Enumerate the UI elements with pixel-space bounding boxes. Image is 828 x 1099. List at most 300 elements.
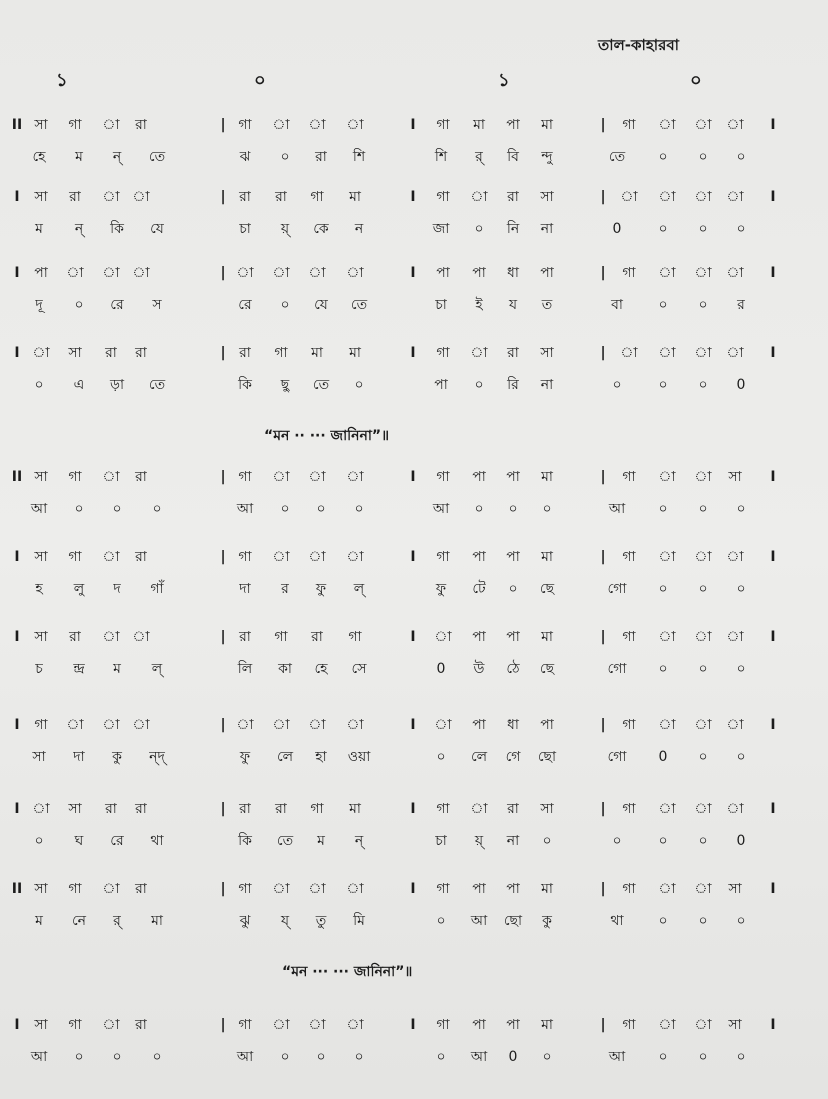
lyric-cell: ০ — [698, 221, 708, 237]
lyric-cell: তু — [315, 913, 327, 929]
lyric-cell: ০ — [152, 1049, 162, 1065]
lyric-cell: কে — [313, 221, 329, 237]
bar-line: I — [410, 801, 416, 817]
lyric-cell: ০ — [698, 581, 708, 597]
bar-line: | — [600, 345, 606, 361]
note-cell: পা — [34, 265, 48, 281]
note-cell: গা — [34, 717, 48, 733]
lyric-cell: ০ — [736, 501, 746, 517]
note-cell: মা — [541, 1017, 553, 1033]
lyric-row — [0, 374, 828, 400]
lyric-cell: ০ — [474, 377, 484, 393]
lyric-cell: ০ — [658, 297, 668, 313]
lyric-cell: তে — [312, 377, 330, 393]
lyric-cell: ঝু — [239, 913, 251, 929]
lyric-cell: ছে — [539, 581, 555, 597]
lyric-cell: আ — [608, 1049, 626, 1065]
note-cell: গা — [238, 549, 252, 565]
note-row — [0, 878, 828, 904]
lyric-cell: ০ — [542, 501, 552, 517]
refrain-line: “মন ··· ··· জানিনা”॥ — [282, 964, 413, 980]
note-cell: মা — [349, 345, 361, 361]
note-cell: া — [132, 189, 150, 205]
lyric-cell: দূ — [35, 297, 43, 313]
bar-line: | — [220, 1017, 226, 1033]
note-cell: রা — [311, 629, 323, 645]
note-cell: া — [132, 265, 150, 281]
note-cell: সা — [34, 469, 48, 485]
lyric-cell: ০ — [508, 581, 518, 597]
taal-label: তাল-কাহারবা — [598, 36, 680, 54]
note-cell: া — [694, 549, 712, 565]
bar-line: I — [770, 881, 776, 897]
lyric-cell: ০ — [280, 501, 290, 517]
lyric-cell: নে — [71, 913, 87, 929]
lyric-cell: রে — [110, 833, 124, 849]
note-cell: গা — [238, 117, 252, 133]
lyric-cell: গো — [607, 661, 627, 677]
bar-line: | — [220, 189, 226, 205]
note-cell: সা — [540, 189, 554, 205]
lyric-cell: ০ — [658, 221, 668, 237]
lyric-cell: ঝ — [239, 149, 251, 165]
lyric-cell: য — [508, 297, 518, 313]
bar-line: I — [770, 629, 776, 645]
lyric-cell: ন্ — [74, 221, 84, 237]
note-cell: া — [102, 117, 120, 133]
lyric-cell: 0 — [658, 749, 668, 765]
note-cell: মা — [541, 881, 553, 897]
bar-line: | — [220, 801, 226, 817]
note-cell: া — [694, 881, 712, 897]
note-cell: সা — [34, 629, 48, 645]
note-cell: া — [694, 1017, 712, 1033]
note-cell: রা — [507, 345, 519, 361]
note-cell: রা — [135, 345, 147, 361]
note-cell: গা — [436, 801, 450, 817]
lyric-cell: নি — [506, 221, 520, 237]
note-cell: া — [470, 801, 488, 817]
note-cell: রা — [507, 189, 519, 205]
note-cell: া — [102, 189, 120, 205]
bar-line: | — [600, 717, 606, 733]
bar-line: I — [14, 1017, 20, 1033]
lyric-cell: র — [737, 297, 745, 313]
note-cell: পা — [506, 117, 520, 133]
note-cell: া — [694, 629, 712, 645]
lyric-cell: লু — [73, 581, 85, 597]
lyric-cell: রে — [110, 297, 124, 313]
note-cell: া — [658, 717, 676, 733]
note-cell: গা — [238, 1017, 252, 1033]
lyric-cell: গো — [607, 749, 627, 765]
note-cell: রা — [135, 549, 147, 565]
lyric-cell: দ — [113, 581, 121, 597]
note-cell: া — [726, 189, 744, 205]
lyric-cell: চা — [435, 297, 447, 313]
lyric-cell: সা — [32, 749, 46, 765]
lyric-cell: ফু — [315, 581, 327, 597]
note-cell: গা — [68, 117, 82, 133]
lyric-cell: আ — [608, 501, 626, 517]
note-cell: া — [434, 629, 452, 645]
lyric-cell: দা — [239, 581, 251, 597]
lyric-cell: ০ — [436, 1049, 446, 1065]
note-cell: া — [102, 1017, 120, 1033]
note-cell: পা — [472, 717, 486, 733]
lyric-cell: ০ — [698, 377, 708, 393]
note-cell: পা — [540, 265, 554, 281]
note-cell: সা — [540, 801, 554, 817]
bar-line: I — [410, 469, 416, 485]
note-cell: মা — [349, 189, 361, 205]
note-cell: া — [346, 1017, 364, 1033]
lyric-cell: র — [281, 581, 289, 597]
lyric-cell: ছু — [280, 377, 290, 393]
note-row — [0, 546, 828, 572]
lyric-cell: ০ — [354, 377, 364, 393]
note-cell: গা — [274, 345, 288, 361]
note-cell: রা — [239, 189, 251, 205]
lyric-cell: ০ — [74, 297, 84, 313]
bar-line: I — [410, 1017, 416, 1033]
note-cell: রা — [239, 629, 251, 645]
bar-line: | — [220, 469, 226, 485]
lyric-cell: ০ — [436, 913, 446, 929]
note-cell: া — [102, 265, 120, 281]
note-cell: গা — [68, 1017, 82, 1033]
lyric-cell: ০ — [542, 1049, 552, 1065]
lyric-cell: য্ — [280, 913, 290, 929]
note-cell: রা — [105, 345, 117, 361]
note-cell: া — [346, 881, 364, 897]
lyric-cell: না — [540, 221, 554, 237]
note-cell: া — [272, 881, 290, 897]
lyric-cell: 0 — [508, 1049, 518, 1065]
lyric-cell: ০ — [34, 833, 44, 849]
lyric-cell: ০ — [474, 501, 484, 517]
beat-mark: ১ — [56, 70, 68, 91]
lyric-cell: আ — [30, 501, 48, 517]
lyric-cell: ০ — [658, 661, 668, 677]
lyric-cell: ০ — [698, 501, 708, 517]
lyric-cell: ০ — [698, 149, 708, 165]
lyric-cell: গো — [607, 581, 627, 597]
note-cell: রা — [135, 881, 147, 897]
lyric-cell: না — [540, 377, 554, 393]
note-cell: মা — [311, 345, 323, 361]
note-cell: পা — [506, 1017, 520, 1033]
lyric-cell: মা — [151, 913, 163, 929]
note-cell: রা — [239, 345, 251, 361]
note-cell: া — [658, 549, 676, 565]
note-row — [0, 798, 828, 824]
lyric-cell: কি — [238, 377, 252, 393]
lyric-cell: যে — [150, 221, 164, 237]
note-cell: া — [272, 549, 290, 565]
lyric-row — [0, 498, 828, 524]
note-cell: া — [346, 265, 364, 281]
note-cell: া — [726, 629, 744, 645]
note-cell: রা — [69, 189, 81, 205]
lyric-cell: ০ — [658, 1049, 668, 1065]
note-cell: া — [726, 549, 744, 565]
note-cell: সা — [728, 881, 742, 897]
bar-line: | — [600, 801, 606, 817]
lyric-cell: হে — [32, 149, 46, 165]
note-cell: গা — [622, 629, 636, 645]
bar-line: II — [11, 881, 23, 897]
note-cell: গা — [310, 189, 324, 205]
lyric-cell: ম — [317, 833, 325, 849]
bar-line: II — [11, 469, 23, 485]
note-cell: পা — [506, 629, 520, 645]
note-cell: পা — [472, 265, 486, 281]
note-cell: া — [470, 189, 488, 205]
lyric-cell: ০ — [316, 1049, 326, 1065]
note-cell: া — [308, 1017, 326, 1033]
note-cell: া — [346, 117, 364, 133]
note-cell: া — [66, 717, 84, 733]
lyric-cell: ন্ — [354, 833, 364, 849]
lyric-cell: লে — [276, 749, 294, 765]
lyric-cell: রা — [315, 149, 327, 165]
note-cell: া — [308, 469, 326, 485]
lyric-cell: 0 — [736, 377, 746, 393]
note-cell: গা — [238, 469, 252, 485]
note-cell: গা — [238, 881, 252, 897]
lyric-row — [0, 910, 828, 936]
lyric-cell: ০ — [612, 377, 622, 393]
note-row — [0, 714, 828, 740]
note-row — [0, 1014, 828, 1040]
lyric-cell: ন্দু — [541, 149, 553, 165]
beat-marks — [0, 66, 828, 90]
lyric-cell: থা — [610, 913, 624, 929]
lyric-row — [0, 146, 828, 172]
note-cell: া — [726, 717, 744, 733]
lyric-cell: স — [152, 297, 162, 313]
lyric-cell: হা — [315, 749, 327, 765]
note-cell: মা — [473, 117, 485, 133]
lyric-cell: বি — [507, 149, 519, 165]
lyric-cell: আ — [470, 1049, 488, 1065]
note-cell: সা — [728, 1017, 742, 1033]
bar-line: I — [14, 801, 20, 817]
note-cell: া — [658, 629, 676, 645]
bar-line: | — [600, 265, 606, 281]
lyric-cell: গাঁ — [150, 581, 164, 597]
bar-line: I — [770, 469, 776, 485]
lyric-cell: ০ — [698, 1049, 708, 1065]
note-cell: গা — [622, 881, 636, 897]
lyric-cell: তে — [608, 149, 626, 165]
lyric-cell: আ — [30, 1049, 48, 1065]
lyric-cell: পা — [434, 377, 448, 393]
lyric-cell: তে — [148, 377, 166, 393]
bar-line: I — [14, 549, 20, 565]
note-cell: া — [272, 265, 290, 281]
note-cell: গা — [622, 1017, 636, 1033]
lyric-cell: ম — [35, 221, 43, 237]
note-cell: পা — [506, 469, 520, 485]
lyric-cell: ০ — [736, 149, 746, 165]
note-cell: গা — [274, 629, 288, 645]
note-cell: া — [658, 1017, 676, 1033]
bar-line: | — [600, 629, 606, 645]
note-cell: সা — [728, 469, 742, 485]
note-cell: সা — [34, 117, 48, 133]
note-cell: রা — [135, 1017, 147, 1033]
note-cell: পা — [506, 881, 520, 897]
note-cell: রা — [69, 629, 81, 645]
lyric-row — [0, 1046, 828, 1072]
lyric-cell: ০ — [658, 501, 668, 517]
note-cell: া — [658, 801, 676, 817]
lyric-cell: কি — [238, 833, 252, 849]
bar-line: I — [410, 189, 416, 205]
note-cell: গা — [622, 717, 636, 733]
bar-line: I — [410, 117, 416, 133]
lyric-cell: থা — [150, 833, 164, 849]
lyric-cell: লে — [470, 749, 488, 765]
lyric-cell: শি — [434, 149, 448, 165]
note-row — [0, 114, 828, 140]
note-cell: মা — [541, 629, 553, 645]
lyric-cell: টে — [472, 581, 486, 597]
note-cell: া — [66, 265, 84, 281]
note-cell: া — [272, 117, 290, 133]
lyric-cell: ০ — [354, 501, 364, 517]
lyric-cell: আ — [432, 501, 450, 517]
bar-line: I — [14, 265, 20, 281]
note-cell: া — [658, 345, 676, 361]
lyric-cell: র্ — [475, 149, 483, 165]
lyric-cell: য়্ — [474, 833, 484, 849]
beat-mark: ০ — [254, 70, 266, 91]
note-cell: া — [272, 1017, 290, 1033]
note-cell: ধা — [507, 265, 519, 281]
bar-line: I — [410, 629, 416, 645]
note-cell: গা — [436, 1017, 450, 1033]
bar-line: I — [410, 881, 416, 897]
lyric-cell: আ — [470, 913, 488, 929]
lyric-cell: ০ — [280, 297, 290, 313]
note-cell: মা — [541, 549, 553, 565]
lyric-cell: ০ — [74, 501, 84, 517]
note-cell: গা — [436, 881, 450, 897]
bar-line: I — [770, 549, 776, 565]
note-cell: গা — [622, 549, 636, 565]
note-cell: পা — [472, 1017, 486, 1033]
lyric-cell: ০ — [508, 501, 518, 517]
bar-line: | — [220, 345, 226, 361]
lyric-cell: আ — [236, 1049, 254, 1065]
refrain-line: “মন ·· ··· জানিনা”॥ — [264, 428, 390, 444]
lyric-cell: তে — [350, 297, 368, 313]
note-cell: া — [132, 629, 150, 645]
bar-line: I — [770, 117, 776, 133]
lyric-cell: ন — [354, 221, 364, 237]
note-cell: গা — [436, 189, 450, 205]
bar-line: I — [410, 345, 416, 361]
note-row — [0, 262, 828, 288]
lyric-cell: 0 — [736, 833, 746, 849]
lyric-cell: তে — [276, 833, 294, 849]
note-cell: া — [694, 345, 712, 361]
lyric-cell: কু — [112, 749, 122, 765]
note-cell: গা — [622, 469, 636, 485]
bar-line: II — [11, 117, 23, 133]
note-cell: সা — [34, 549, 48, 565]
bar-line: | — [220, 717, 226, 733]
lyric-cell: কু — [542, 913, 552, 929]
note-cell: া — [726, 345, 744, 361]
note-row — [0, 186, 828, 212]
note-cell: পা — [472, 629, 486, 645]
note-cell: া — [32, 345, 50, 361]
note-cell: রা — [275, 801, 287, 817]
note-cell: রা — [507, 801, 519, 817]
lyric-cell: এ — [73, 377, 85, 393]
note-cell: া — [272, 469, 290, 485]
note-cell: সা — [68, 801, 82, 817]
lyric-cell: ফু — [435, 581, 447, 597]
lyric-cell: চ — [35, 661, 43, 677]
lyric-cell: হে — [314, 661, 328, 677]
lyric-row — [0, 578, 828, 604]
note-cell: া — [32, 801, 50, 817]
lyric-cell: মি — [353, 913, 365, 929]
note-cell: গা — [436, 549, 450, 565]
bar-line: I — [14, 189, 20, 205]
lyric-cell: ০ — [736, 749, 746, 765]
note-cell: া — [726, 801, 744, 817]
note-cell: া — [694, 265, 712, 281]
lyric-cell: সে — [351, 661, 367, 677]
lyric-cell: ০ — [152, 501, 162, 517]
note-cell: া — [236, 265, 254, 281]
lyric-cell: যে — [314, 297, 328, 313]
lyric-row — [0, 746, 828, 772]
bar-line: I — [770, 801, 776, 817]
lyric-cell: ০ — [436, 749, 446, 765]
bar-line: I — [770, 717, 776, 733]
note-row — [0, 466, 828, 492]
note-cell: া — [658, 265, 676, 281]
note-cell: গা — [68, 881, 82, 897]
lyric-cell: ঘ — [74, 833, 84, 849]
note-cell: সা — [540, 345, 554, 361]
note-cell: পা — [506, 549, 520, 565]
lyric-cell: ছো — [503, 913, 523, 929]
note-cell: া — [620, 189, 638, 205]
bar-line: | — [600, 189, 606, 205]
note-cell: পা — [472, 549, 486, 565]
lyric-row — [0, 294, 828, 320]
note-cell: া — [694, 717, 712, 733]
lyric-row — [0, 830, 828, 856]
lyric-cell: য়্ — [280, 221, 290, 237]
bar-line: I — [14, 345, 20, 361]
bar-line: | — [220, 881, 226, 897]
note-cell: া — [726, 117, 744, 133]
note-cell: গা — [622, 265, 636, 281]
note-cell: া — [102, 881, 120, 897]
note-cell: া — [308, 549, 326, 565]
note-cell: া — [658, 469, 676, 485]
bar-line: I — [410, 265, 416, 281]
